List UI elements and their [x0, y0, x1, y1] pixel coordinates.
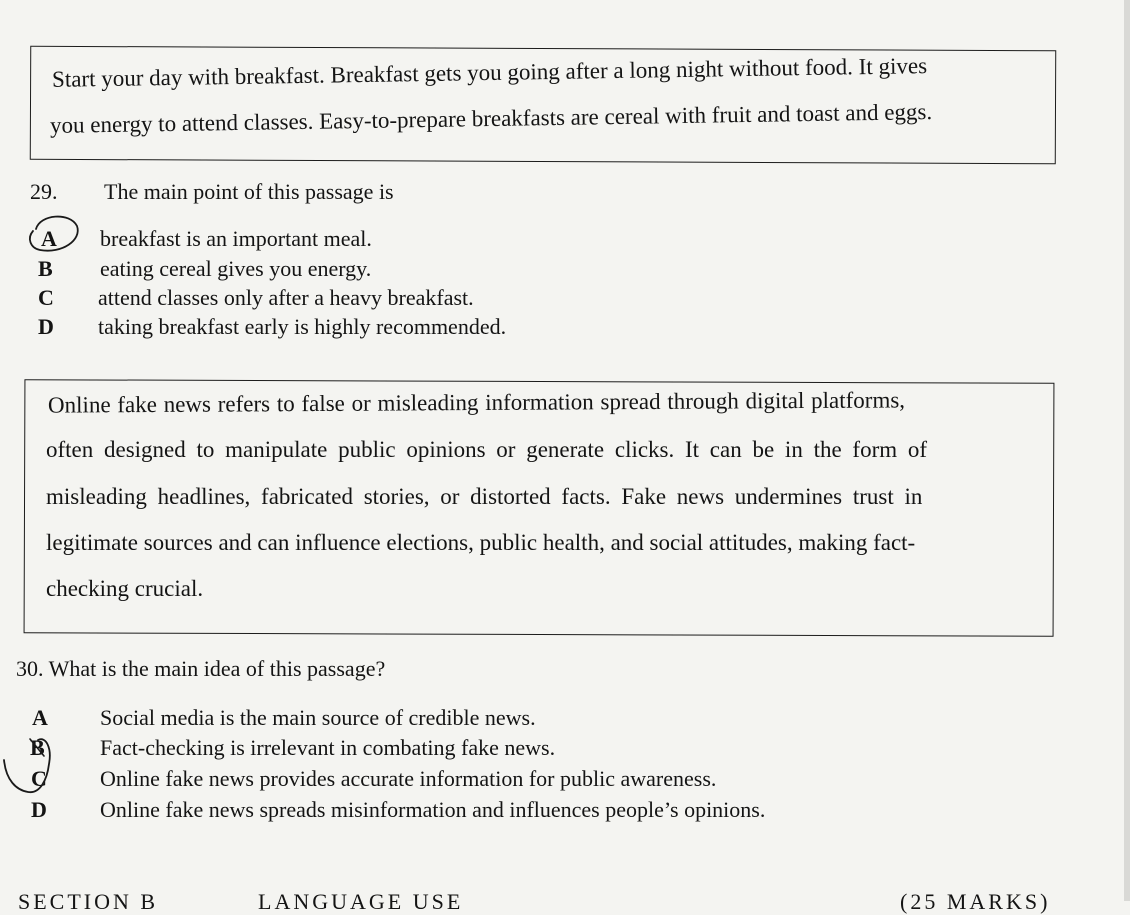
passage-2-line-2: often designed to manipulate public opinions or generate clicks. It can be in the form of — [46, 437, 928, 462]
option-30-a-letter[interactable]: A — [32, 705, 48, 730]
option-29-d-text[interactable]: taking breakfast early is highly recommended. — [98, 314, 507, 339]
option-30-c-letter[interactable]: C — [31, 766, 47, 791]
option-29-c-letter[interactable]: C — [38, 285, 54, 310]
passage-2-line-4: legitimate sources and can influence elections, public health, and social attitudes, making fact- — [46, 530, 916, 555]
question-29-stem: The main point of this passage is — [104, 179, 394, 204]
section-title: LANGUAGE USE — [258, 889, 464, 914]
option-30-d-text[interactable]: Online fake news spreads misinformation and influences people’s opinions. — [100, 797, 766, 822]
option-29-c-text[interactable]: attend classes only after a heavy breakfast. — [98, 285, 474, 310]
option-30-b-text[interactable]: Fact-checking is irrelevant in combating fake news. — [100, 735, 556, 760]
option-29-a-text[interactable]: breakfast is an important meal. — [100, 226, 372, 251]
option-29-a-letter[interactable]: A — [41, 226, 57, 251]
strike-mark-30-b — [30, 739, 44, 756]
option-30-c-text[interactable]: Online fake news provides accurate information for public awareness. — [100, 766, 717, 791]
option-30-b-letter[interactable]: B — [30, 735, 45, 760]
passage-1-line-1: Start your day with breakfast. Breakfast gets you going after a long night without food. It gives — [51, 53, 928, 92]
option-30-d-letter[interactable]: D — [31, 797, 47, 822]
section-label: SECTION B — [18, 889, 159, 914]
option-29-b-text[interactable]: eating cereal gives you energy. — [100, 256, 372, 281]
passage-1-line-2: you energy to attend classes. Easy-to-prepare breakfasts are cereal with fruit and toast and eggs. — [49, 99, 933, 138]
option-29-b-letter[interactable]: B — [38, 256, 53, 281]
option-30-a-text[interactable]: Social media is the main source of credible news. — [100, 705, 536, 730]
passage-2-line-5: checking crucial. — [46, 576, 204, 601]
circle-mark-30-c — [4, 739, 50, 792]
question-29-number: 29. — [30, 179, 58, 204]
question-30-prompt: 30. What is the main idea of this passage? — [16, 656, 386, 681]
option-29-d-letter[interactable]: D — [38, 314, 54, 339]
circle-mark-29-a — [30, 217, 78, 251]
passage-2-line-3: misleading headlines, fabricated stories, or distorted facts. Fake news undermines trust in — [46, 484, 923, 509]
passage-2-line-1: Online fake news refers to false or misleading information spread through digital platforms, — [47, 387, 906, 418]
section-marks: (25 MARKS) — [900, 889, 1051, 914]
